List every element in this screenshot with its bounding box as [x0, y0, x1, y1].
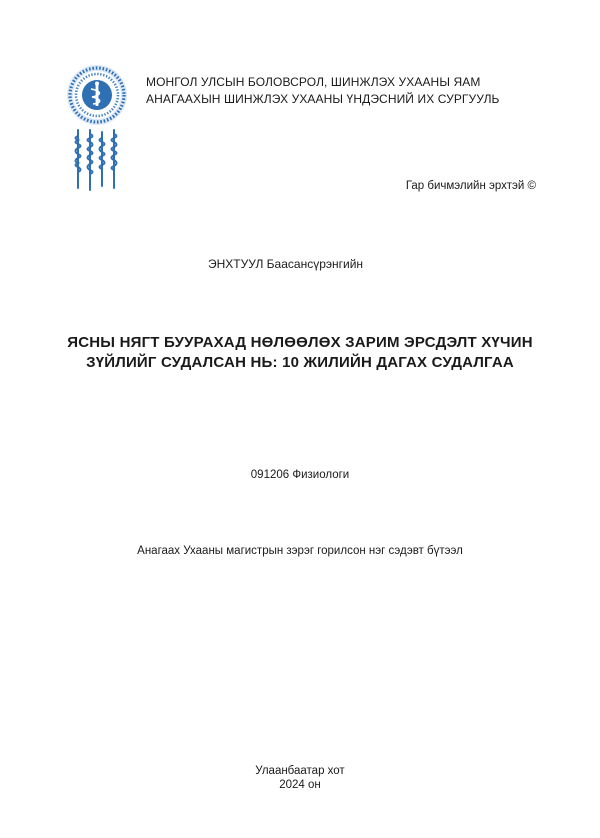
- thesis-title-line-2: ЗҮЙЛИЙГ СУДАЛСАН НЬ: 10 ЖИЛИЙН ДАГАХ СУДАЛГАА: [86, 354, 514, 371]
- city: Улаанбаатар хот: [255, 765, 345, 777]
- specialty-code: 091206 Физиологи: [250, 469, 350, 481]
- ministry-name: МОНГОЛ УЛСЫН БОЛОВСРОЛ, ШИНЖЛЭХ УХААНЫ ЯАМ: [146, 75, 481, 89]
- university-name: АНАГААХЫН ШИНЖЛЭХ УХААНЫ ҮНДЭСНИЙ ИХ СУРГУУЛЬ: [146, 92, 500, 106]
- copyright-notice: Гар бичмэлийн эрхтэй ©: [405, 180, 536, 192]
- thesis-title-line-1: ЯСНЫ НЯГТ БУУРАХАД НӨЛӨӨЛӨХ ЗАРИМ ЭРСДЭЛТ ХҮЧИН: [67, 334, 533, 351]
- year: 2024 он: [279, 779, 321, 791]
- university-logo-icon: [66, 64, 128, 126]
- mongolian-script-emblem-icon: [68, 128, 124, 192]
- thesis-title: [0, 333, 600, 373]
- institution-header: [146, 74, 500, 108]
- place-and-year: [0, 764, 600, 792]
- author-name: ЭНХТУУЛ Баасансүрэнгийн: [208, 257, 364, 271]
- degree-statement: Анагаах Ухааны магистрын зэрэг горилсон нэг сэдэвт бүтээл: [137, 545, 463, 557]
